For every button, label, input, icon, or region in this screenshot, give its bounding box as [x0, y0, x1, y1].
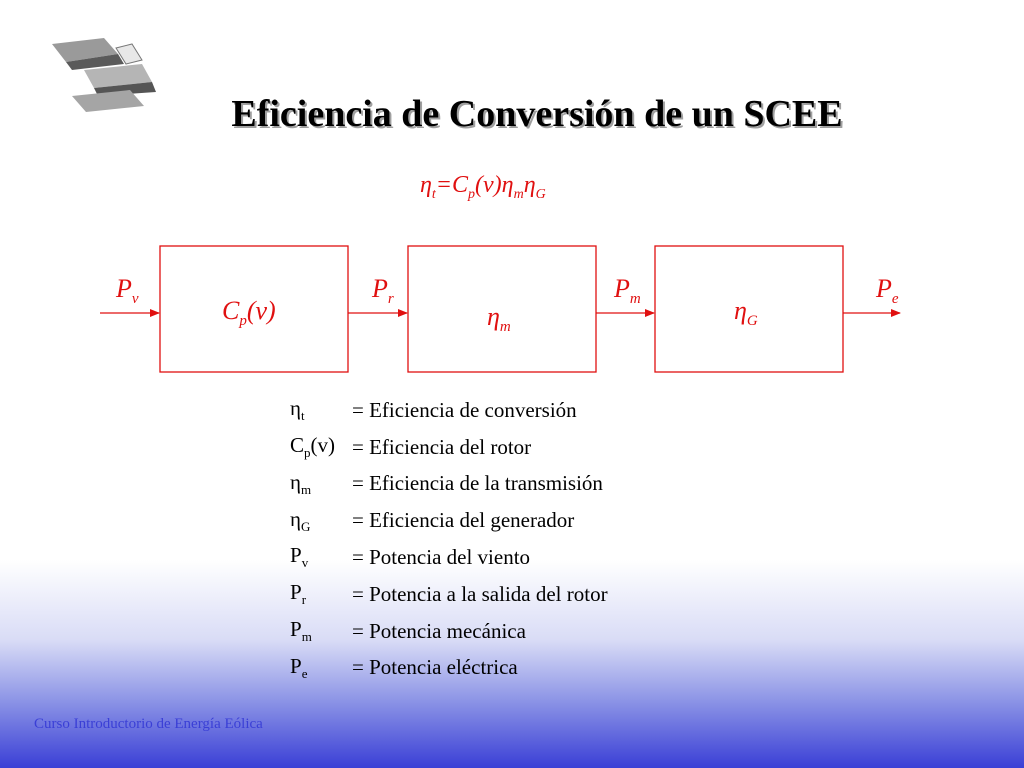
legend-sym-sub: t	[300, 408, 305, 424]
legend-item	[290, 539, 608, 576]
legend-desc: = Eficiencia de conversión	[352, 397, 577, 422]
legend-desc: = Eficiencia de la transmisión	[352, 471, 603, 496]
legend-sym-main: η	[290, 469, 301, 494]
block-transmission-label	[487, 302, 511, 336]
block-generator-sub: G	[746, 313, 758, 330]
block-rotor-main: C	[222, 296, 240, 325]
block-rotor-label	[222, 296, 276, 330]
legend-sym-main: η	[290, 506, 301, 531]
legend-sym-sub: m	[300, 482, 312, 498]
eq-g-sub: G	[535, 186, 546, 202]
signal-pe-main: P	[876, 274, 892, 303]
signal-pv-sub: v	[131, 291, 139, 308]
legend-desc: = Potencia del viento	[352, 545, 531, 570]
signal-pr-sub: r	[387, 291, 394, 308]
eq-equals: =	[435, 172, 452, 198]
legend-symbol	[290, 396, 352, 424]
legend-sym-sub: p	[304, 445, 311, 461]
legend	[290, 392, 608, 686]
legend-item	[290, 466, 608, 503]
legend-desc: = Eficiencia del rotor	[352, 434, 532, 459]
legend-symbol	[290, 507, 352, 535]
signal-pe	[876, 274, 899, 308]
legend-sym-suffix: (v)	[310, 433, 336, 458]
eq-g: η	[523, 172, 536, 198]
legend-desc: = Eficiencia del generador	[352, 508, 575, 533]
eq-c: C	[452, 172, 469, 198]
legend-sym-main: P	[290, 617, 302, 642]
legend-symbol	[290, 543, 352, 571]
block-generator-main: η	[734, 296, 747, 325]
footer-text: Curso Introductorio de Energía Eólica	[34, 716, 263, 732]
legend-symbol	[290, 617, 352, 645]
legend-sym-main: C	[290, 433, 305, 458]
legend-desc: = Potencia eléctrica	[352, 655, 518, 680]
eq-m-sub: m	[513, 186, 524, 202]
eq-c-sub: p	[468, 186, 476, 202]
legend-sym-sub: e	[301, 666, 308, 682]
legend-symbol	[290, 433, 352, 461]
legend-sym-main: P	[290, 653, 302, 678]
legend-item	[290, 650, 608, 687]
signal-pm	[614, 274, 641, 308]
page-title: Eficiencia de Conversión de un SCEE	[231, 93, 843, 135]
block-rotor-sub: p	[239, 313, 247, 330]
legend-desc: = Potencia mecánica	[352, 618, 526, 643]
legend-sym-sub: G	[300, 518, 311, 534]
eq-arg: (v)	[475, 172, 502, 198]
legend-symbol	[290, 580, 352, 608]
legend-symbol	[290, 470, 352, 498]
eq-lhs-sub: t	[431, 186, 436, 202]
signal-pr-main: P	[372, 274, 388, 303]
signal-pm-sub: m	[629, 291, 641, 308]
legend-item	[290, 502, 608, 539]
legend-sym-main: η	[290, 396, 301, 421]
signal-pr	[372, 274, 394, 308]
signal-pv	[116, 274, 139, 308]
signal-pm-main: P	[614, 274, 630, 303]
legend-sym-main: P	[290, 580, 302, 605]
signal-pe-sub: e	[891, 291, 899, 308]
legend-symbol	[290, 654, 352, 682]
legend-sym-sub: v	[301, 555, 309, 571]
legend-sym-sub: m	[301, 629, 312, 645]
legend-item	[290, 429, 608, 466]
legend-item	[290, 576, 608, 613]
legend-sym-sub: r	[301, 592, 307, 608]
block-rotor-suffix: (v)	[246, 296, 276, 325]
legend-item	[290, 392, 608, 429]
signal-pv-main: P	[116, 274, 132, 303]
eq-lhs: η	[420, 172, 432, 198]
legend-desc: = Potencia a la salida del rotor	[352, 581, 608, 606]
block-generator-label	[734, 296, 758, 330]
eq-m: η	[501, 172, 514, 198]
block-transmission-main: η	[487, 302, 500, 331]
block-transmission-sub: m	[499, 319, 511, 336]
legend-sym-main: P	[290, 543, 302, 568]
legend-item	[290, 613, 608, 650]
